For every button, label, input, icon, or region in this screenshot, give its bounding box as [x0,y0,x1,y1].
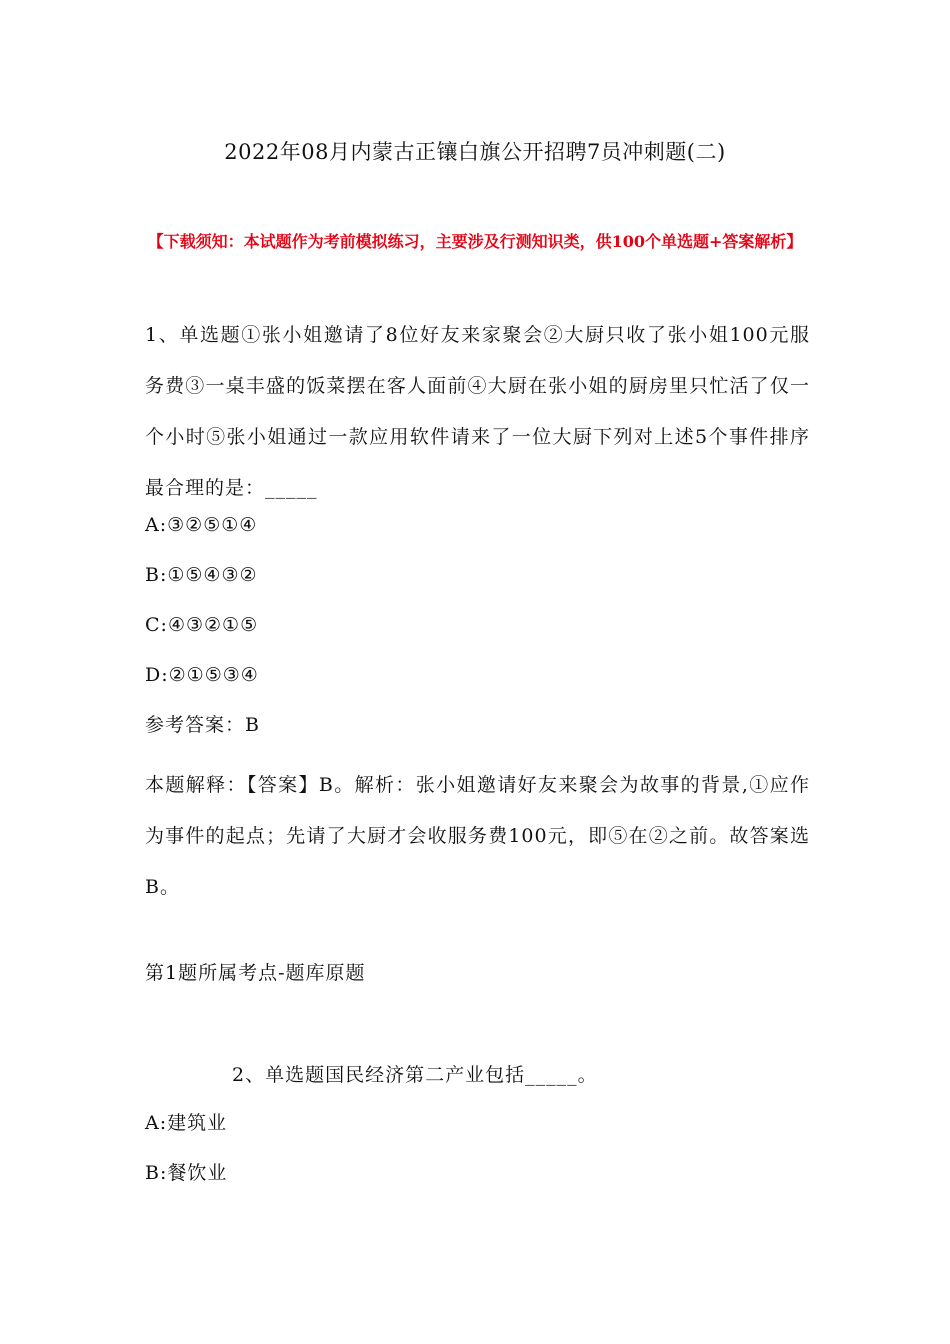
question-1-stem: 1、单选题①张小姐邀请了8位好友来家聚会②大厨只收了张小姐100元服务费③一桌丰盛的饭菜摆在客人面前④大厨在张小姐的厨房里只忙活了仅一个小时⑤张小姐通过一款应用软件请来了一位大厨下列对上述5个事件排序最合理的是：_____ [145,324,810,499]
question-1-answer: 参考答案：B [145,714,260,736]
question-1-option-d: D:②①⑤③④ [145,664,259,686]
question-2-option-a: A:建筑业 [145,1112,228,1134]
question-2-option-b: B:餐饮业 [145,1162,228,1184]
question-1-option-b: B:①⑤④③② [145,564,258,586]
question-1-option-a: A:③②⑤①④ [145,514,258,536]
question-1-option-c: C:④③②①⑤ [145,614,259,636]
download-notice: 【下载须知：本试题作为考前模拟练习，主要涉及行测知识类，供100个单选题+答案解析】 [147,232,803,251]
question-1-explanation: 本题解释：【答案】B。解析：张小姐邀请好友来聚会为故事的背景,①应作为事件的起点；先请了大厨才会收服务费100元，即⑤在②之前。故答案选B。 [145,774,810,898]
question-1-topic: 第1题所属考点-题库原题 [145,962,366,984]
document-title: 2022年08月内蒙古正镶白旗公开招聘7员冲刺题(二) [224,140,726,164]
question-2-stem: 2、单选题国民经济第二产业包括_____。 [232,1064,598,1086]
